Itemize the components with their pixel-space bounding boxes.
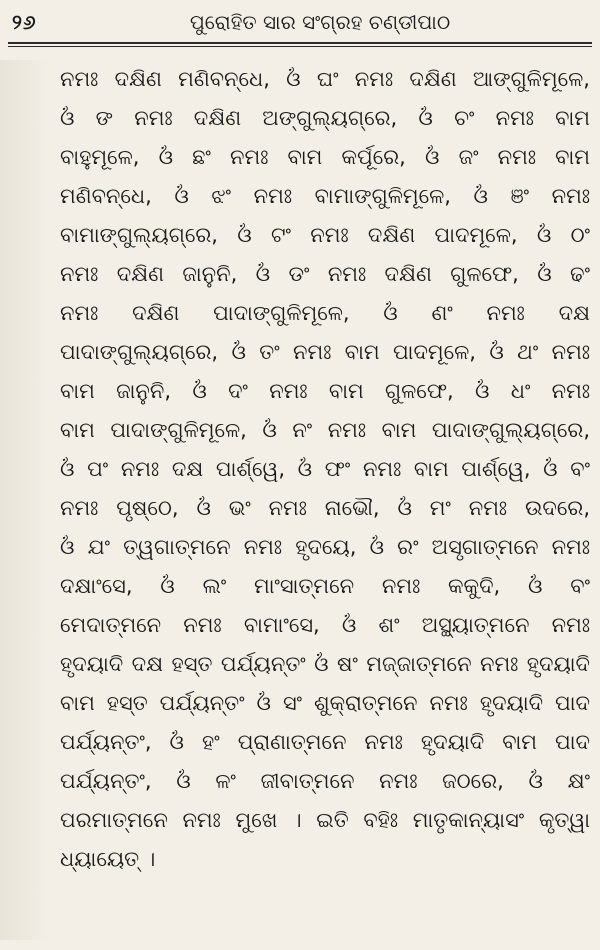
text-line-final: ଧ୍ୟାୟେତ୍ ।	[60, 847, 156, 871]
running-title: ପୁରୋହିତ ସାର ସଂଗ୍ରହ ଚଣ୍ଡୀପାଠ	[189, 10, 451, 34]
text-line: ନମଃ ପୃଷ୍ଠେ, ଓଁ ଭଂ ନମଃ ନାଭୌ, ଓଁ ମଂ ନମଃ ଉଦରେ,	[60, 496, 590, 520]
text-line: ଦକ୍ଷାଂସେ, ଓଁ ଲଂ ମାଂସାତ୍ମନେ ନମଃ କକୁଦି, ଓଁ ବଂ	[60, 574, 590, 598]
page-edge-shadow	[0, 60, 50, 940]
text-line: ପର୍ଯ୍ୟନ୍ତଂ, ଓଁ ଳଂ ଜୀବାତ୍ମନେ ନମଃ ଜଠରେ, ଓଁ କ୍ଷଂ	[60, 769, 590, 793]
body-text	[60, 60, 590, 879]
page-number: ୨୬	[12, 10, 37, 34]
text-line: ବାମାଙ୍ଗୁଲ୍ୟଗ୍ରେ, ଓଁ ଟଂ ନମଃ ଦକ୍ଷିଣ ପାଦମୂଳେ, ଓଁ ଠଂ	[60, 223, 590, 247]
text-line: ବାମ ଜାନୁନି, ଓଁ ଦଂ ନମଃ ବାମ ଗୁଳଫେ, ଓଁ ଧଂ ନମଃ	[60, 379, 590, 403]
text-line: ପର୍ଯ୍ୟନ୍ତଂ, ଓଁ ହଂ ପ୍ରାଣାତ୍ମନେ ନମଃ ହୃଦୟାଦି ବାମ ପାଦ	[60, 730, 590, 754]
text-line: ନମଃ ଦକ୍ଷିଣ ମଣିବନ୍ଧେ, ଓଁ ଘଂ ନମଃ ଦକ୍ଷିଣ ଆଙ୍ଗୁଳିମୂଳେ,	[60, 67, 590, 91]
page-header	[0, 0, 600, 40]
text-line: ନମଃ ଦକ୍ଷିଣ ପାଦାଙ୍ଗୁଳିମୂଳେ, ଓଁ ଣଂ ନମଃ ଦକ୍ଷ	[60, 301, 590, 325]
text-line: ପାଦାଙ୍ଗୁଲ୍ୟଗ୍ରେ, ଓଁ ତଂ ନମଃ ବାମ ପାଦମୂଳେ, ଓଁ ଥଂ ନମଃ	[60, 340, 590, 364]
header-rule-thin	[8, 46, 592, 47]
text-line: ବାହୁମୂଳେ, ଓଁ ଛଂ ନମଃ ବାମ କର୍ପୂରେ, ଓଁ ଜଂ ନମଃ ବାମ	[60, 145, 590, 169]
header-rule	[8, 42, 592, 44]
text-line: ପରମାତ୍ମନେ ନମଃ ମୁଖେ । ଇତି ବହିଃ ମାତୃକାନ୍ୟାସଂ କୃତ୍ୱା	[60, 808, 590, 832]
text-line: ମଣିବନ୍ଧେ, ଓଁ ଝଂ ନମଃ ବାମାଙ୍ଗୁଳିମୂଳେ, ଓଁ ଞଂ ନମଃ	[60, 184, 590, 208]
text-line: ଓଁ ଙ ନମଃ ଦକ୍ଷିଣ ଅଙ୍ଗୁଲ୍ୟଗ୍ରେ, ଓଁ ଚଂ ନମଃ ବାମ	[60, 106, 590, 130]
text-line: ନମଃ ଦକ୍ଷିଣ ଜାନୁନି, ଓଁ ଡଂ ନମଃ ଦକ୍ଷିଣ ଗୁଳଫେ, ଓଁ ଢଂ	[60, 262, 590, 286]
text-line: ବାମ ପାଦାଙ୍ଗୁଳିମୂଳେ, ଓଁ ନଂ ନମଃ ବାମ ପାଦାଙ୍ଗୁଲ୍ୟଗ୍ରେ,	[60, 418, 590, 442]
text-line: ମେଦାତ୍ମନେ ନମଃ ବାମାଂସେ, ଓଁ ଶଂ ଅସ୍ଥ୍ୟାତ୍ମନେ ନମଃ	[60, 613, 590, 637]
text-line: ଓଁ ପଂ ନମଃ ଦକ୍ଷ ପାର୍ଶ୍ୱେ, ଓଁ ଫଂ ନମଃ ବାମ ପାର୍ଶ୍ୱେ, ଓଁ ବଂ	[60, 457, 590, 481]
text-line: ବାମ ହସ୍ତ ପର୍ଯ୍ୟନ୍ତଂ ଓଁ ସଂ ଶୁକ୍ରାତ୍ମନେ ନମଃ ହୃଦୟାଦି ପାଦ	[60, 691, 590, 715]
text-line: ଓଁ ଯଂ ତ୍ୱଗାତ୍ମନେ ନମଃ ହୃଦୟେ, ଓଁ ରଂ ଅସୃଗାତ୍ମନେ ନମଃ	[60, 535, 590, 559]
text-line: ହୃଦୟାଦି ଦକ୍ଷ ହସ୍ତ ପର୍ଯ୍ୟନ୍ତଂ ଓଁ ଷଂ ମଜ୍ଜାତ୍ମନେ ନମଃ ହୃଦୟାଦି	[60, 652, 590, 676]
